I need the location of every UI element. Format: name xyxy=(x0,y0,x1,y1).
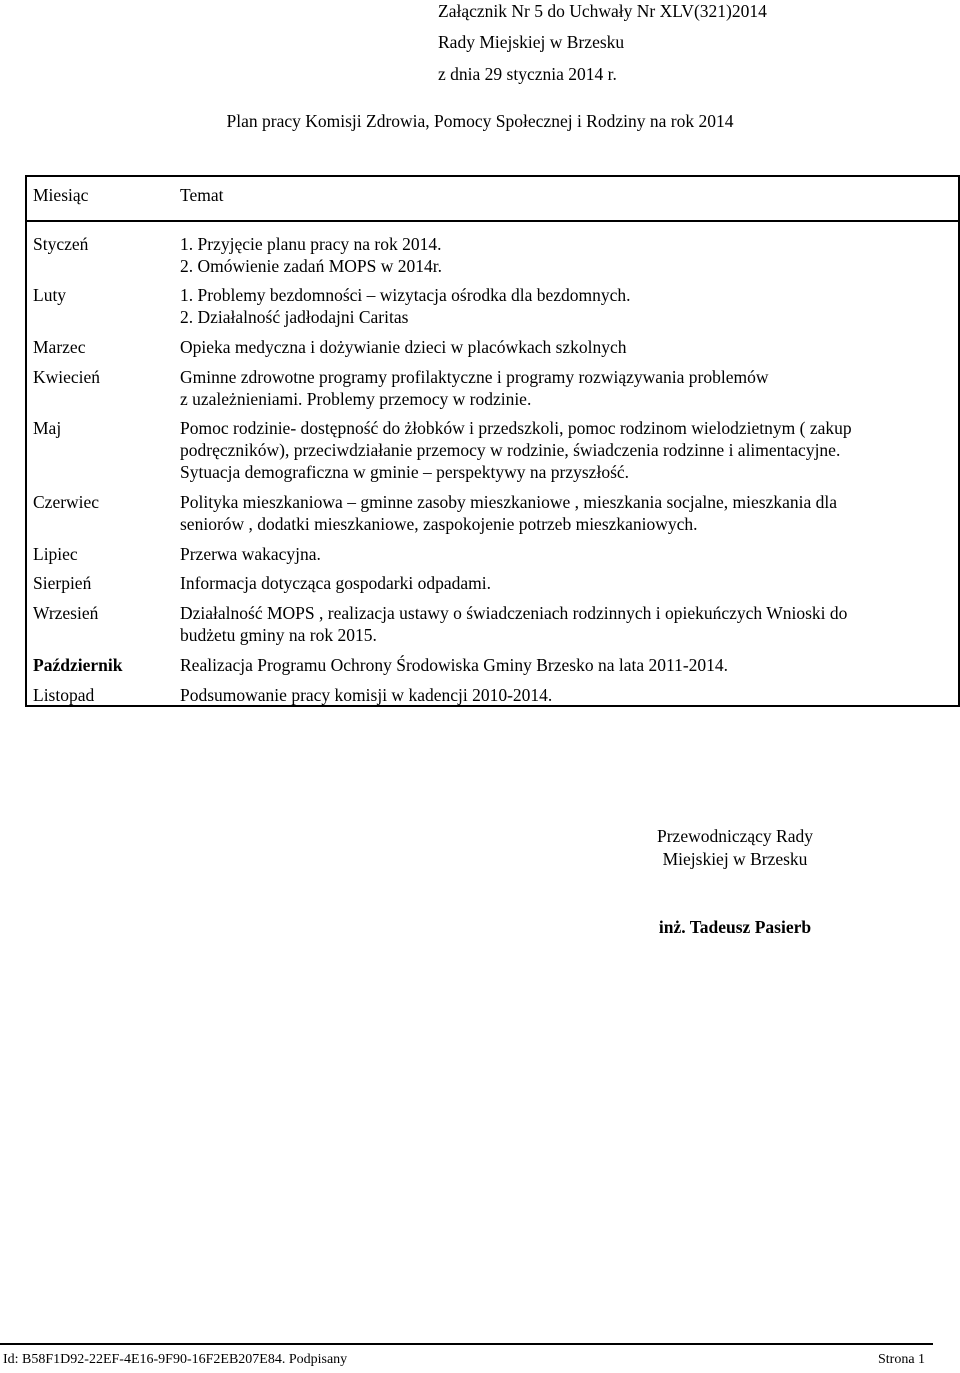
topic-cell xyxy=(180,233,955,277)
topic-line: Działalność MOPS , realizacja ustawy o świadczeniach rodzinnych i opiekuńczych Wnioski do xyxy=(180,603,848,623)
month-cell: Czerwiec xyxy=(33,492,100,512)
topic-line: Informacja dotycząca gospodarki odpadami. xyxy=(180,573,491,593)
topic-line: 2. Działalność jadłodajni Caritas xyxy=(180,307,409,327)
month-cell: Luty xyxy=(33,285,67,305)
topic-cell xyxy=(180,284,955,328)
topic-line: 1. Problemy bezdomności – wizytacja ośrodka dla bezdomnych. xyxy=(180,285,631,305)
plan-table xyxy=(25,175,960,707)
topic-line: 1. Przyjęcie planu pracy na rok 2014. xyxy=(180,234,442,254)
topic-line: Przerwa wakacyjna. xyxy=(180,544,321,564)
footer-divider xyxy=(0,1343,933,1345)
topic-cell xyxy=(180,336,955,358)
signature-role-line2: Miejskiej w Brzesku xyxy=(662,849,808,869)
month-column-header: Miesiąc xyxy=(33,185,89,205)
topic-cell xyxy=(180,417,955,483)
topic-cell xyxy=(180,572,955,594)
topic-cell xyxy=(180,602,955,646)
topic-cell xyxy=(180,684,955,706)
topic-line: Pomoc rodzinie- dostępność do żłobków i przedszkoli, pomoc rodzinom wielodzietnym ( zakup xyxy=(180,418,852,438)
topic-cell xyxy=(180,654,955,676)
resolution-date: z dnia 29 stycznia 2014 r. xyxy=(438,64,617,84)
topic-line: seniorów , dodatki mieszkaniowe, zaspokojenie potrzeb mieszkaniowych. xyxy=(180,514,698,534)
signatory-name: inż. Tadeusz Pasierb xyxy=(658,917,812,937)
topic-line: 2. Omówienie zadań MOPS w 2014r. xyxy=(180,256,442,276)
month-cell: Listopad xyxy=(33,685,95,705)
topic-line: Gminne zdrowotne programy profilaktyczne i programy rozwiązywania problemów xyxy=(180,367,769,387)
topic-cell xyxy=(180,491,955,535)
topic-line: Polityka mieszkaniowa – gminne zasoby mieszkaniowe , mieszkania socjalne, mieszkania dla xyxy=(180,492,838,512)
month-cell: Marzec xyxy=(33,337,86,357)
council-name: Rady Miejskiej w Brzesku xyxy=(438,32,625,52)
topic-line: Podsumowanie pracy komisji w kadencji 2010-2014. xyxy=(180,685,553,705)
document-title: Plan pracy Komisji Zdrowia, Pomocy Społecznej i Rodziny na rok 2014 xyxy=(226,111,734,131)
topic-cell xyxy=(180,366,955,410)
month-cell: Sierpień xyxy=(33,573,92,593)
month-cell: Styczeń xyxy=(33,234,89,254)
month-cell: Maj xyxy=(33,418,62,438)
attachment-title: Załącznik Nr 5 do Uchwały Nr XLV(321)2014 xyxy=(438,1,767,21)
topic-column-header: Temat xyxy=(180,185,224,205)
topic-line: podręczników), przeciwdziałanie przemocy w rodzinie, świadczenia rodzinne i alimentacyjne. xyxy=(180,440,841,460)
table-header xyxy=(27,177,958,222)
month-cell: Październik xyxy=(33,655,123,675)
topic-line: Realizacja Programu Ochrony Środowiska Gminy Brzesko na lata 2011-2014. xyxy=(180,655,729,675)
month-cell: Wrzesień xyxy=(33,603,99,623)
month-cell: Kwiecień xyxy=(33,367,101,387)
topic-line: z uzależnieniami. Problemy przemocy w rodzinie. xyxy=(180,389,532,409)
month-cell: Lipiec xyxy=(33,544,78,564)
page-number: Strona 1 xyxy=(878,1352,926,1367)
topic-line: budżetu gminy na rok 2015. xyxy=(180,625,377,645)
signature-role-line1: Przewodniczący Rady xyxy=(657,826,813,846)
topic-line: Sytuacja demograficzna w gminie – perspektywy na przyszłość. xyxy=(180,462,630,482)
topic-line: Opieka medyczna i dożywianie dzieci w placówkach szkolnych xyxy=(180,337,627,357)
topic-cell xyxy=(180,543,955,565)
document-id: Id: B58F1D92-22EF-4E16-9F90-16F2EB207E84. Podpisany xyxy=(3,1352,348,1367)
